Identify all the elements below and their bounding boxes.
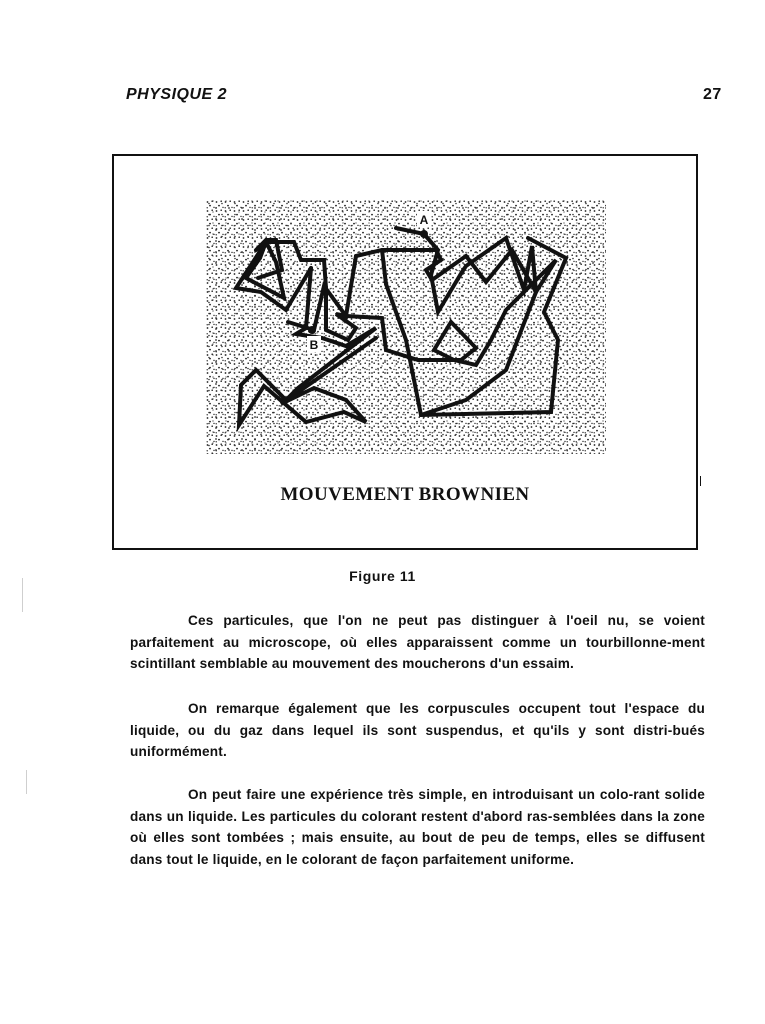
figure-caption: Figure 11: [349, 568, 416, 584]
scan-mark: [700, 476, 701, 486]
paragraph-2: On remarque également que les corpuscules occupent tout l'espace du liquide, ou du gaz dans lequel ils sont suspendus, et qu'ils y sont distri-bués uniformément.: [130, 701, 705, 759]
page-number: 27: [703, 86, 722, 103]
brownian-motion-diagram: [206, 200, 606, 454]
scan-mark: [26, 770, 27, 794]
paragraph-3: On peut faire une expérience très simple, en introduisant un colo-rant solide dans un liquide. Les particules du colorant restent d'abord ras-semblées dans la zone où elles sont tombées ; mais ensuite, au bout de peu de temps, elles se diffusent dans tout le liquide, en le colorant de façon parfaitement uniforme.: [130, 787, 705, 867]
figure-title: MOUVEMENT BROWNIEN: [280, 484, 530, 505]
running-header: PHYSIQUE 2: [126, 86, 228, 103]
figure-frame: [112, 154, 698, 550]
label-a: A: [419, 213, 429, 227]
particle-b-marker: [308, 326, 316, 334]
scan-mark: [22, 578, 23, 612]
particle-a-marker: [420, 230, 428, 238]
label-b: B: [309, 338, 319, 352]
paragraph-1: Ces particules, que l'on ne peut pas distinguer à l'oeil nu, se voient parfaitement au microscope, où elles apparaissent comme un tourbillonne-ment scintillant semblable au mouvement des moucherons d'un essaim.: [130, 613, 705, 671]
